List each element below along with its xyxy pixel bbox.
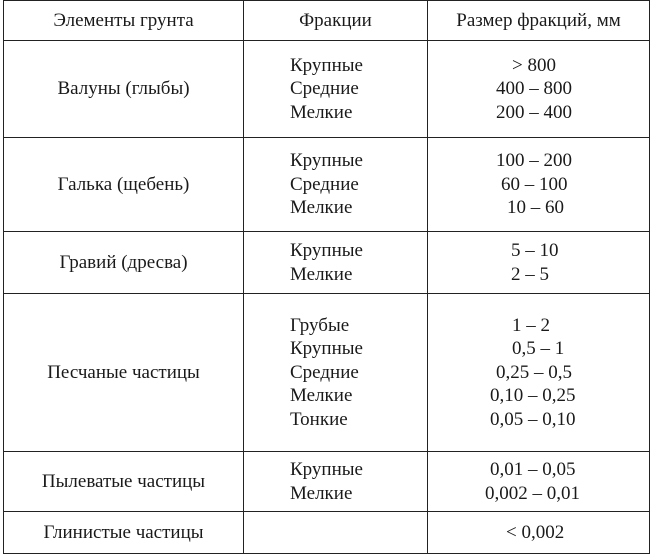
soil-element-name: Песчаные частицы xyxy=(4,294,244,452)
header-fraction-size: Размер фракций, мм xyxy=(428,1,650,41)
fraction-label: Мелкие xyxy=(290,263,353,285)
fraction-size-value: 0,01 – 0,05 xyxy=(490,458,576,480)
sizes-cell xyxy=(428,232,650,294)
fraction-label: Крупные xyxy=(290,150,363,172)
fraction-label: Средние xyxy=(290,361,359,383)
fractions-cell xyxy=(244,232,428,294)
fraction-size-value: 5 – 10 xyxy=(511,239,559,261)
fraction-size-value: 2 – 5 xyxy=(511,263,549,285)
fraction-size-value: 400 – 800 xyxy=(496,78,572,100)
fraction-label: Крупные xyxy=(290,239,363,261)
table-row xyxy=(4,294,650,452)
fraction-size-value: 60 – 100 xyxy=(501,173,568,195)
sizes-cell xyxy=(428,452,650,512)
soil-element-name: Валуны (глыбы) xyxy=(4,41,244,138)
fractions-cell xyxy=(244,294,428,452)
fraction-size-value: 200 – 400 xyxy=(496,101,572,123)
fraction-size-value: 0,10 – 0,25 xyxy=(490,385,576,407)
sizes-cell xyxy=(428,294,650,452)
sizes-cell xyxy=(428,138,650,232)
fraction-size-value: 0,05 – 0,10 xyxy=(490,408,576,430)
fraction-label: Средние xyxy=(290,173,359,195)
fractions-cell xyxy=(244,41,428,138)
header-row xyxy=(4,1,650,41)
fractions-cell xyxy=(244,512,428,554)
fraction-size-value: 1 – 2 xyxy=(512,314,550,336)
fraction-size-value: 100 – 200 xyxy=(496,150,572,172)
fraction-size-value: 0,25 – 0,5 xyxy=(496,361,572,383)
sizes-cell xyxy=(428,512,650,554)
table-row xyxy=(4,232,650,294)
soil-element-name: Глинистые частицы xyxy=(4,512,244,554)
fraction-label: Мелкие xyxy=(290,385,353,407)
fractions-cell xyxy=(244,452,428,512)
fraction-size-value: 10 – 60 xyxy=(507,197,564,219)
fraction-label: Средние xyxy=(290,78,359,100)
soil-fractions-table xyxy=(3,0,650,554)
table-body xyxy=(4,41,650,554)
fraction-size-value: 0,5 – 1 xyxy=(512,338,565,360)
fraction-size-value: > 800 xyxy=(512,54,556,76)
fraction-size-value: 0,002 – 0,01 xyxy=(485,482,580,504)
fraction-label: Грубые xyxy=(290,314,350,336)
table-row xyxy=(4,138,650,232)
header-fractions: Фракции xyxy=(244,1,428,41)
fraction-label: Мелкие xyxy=(290,482,353,504)
soil-element-name: Гравий (дресва) xyxy=(4,232,244,294)
fraction-label: Мелкие xyxy=(290,101,353,123)
fraction-label: Мелкие xyxy=(290,197,353,219)
soil-element-name: Галька (щебень) xyxy=(4,138,244,232)
soil-element-name: Пылеватые частицы xyxy=(4,452,244,512)
header-soil-elements: Элементы грунта xyxy=(4,1,244,41)
sizes-cell xyxy=(428,41,650,138)
table-row xyxy=(4,41,650,138)
fraction-label: Крупные xyxy=(290,458,363,480)
fraction-label: Тонкие xyxy=(290,408,348,430)
table-row xyxy=(4,512,650,554)
fraction-label: Крупные xyxy=(290,54,363,76)
fraction-size-value: < 0,002 xyxy=(506,521,565,543)
fractions-cell xyxy=(244,138,428,232)
table-row xyxy=(4,452,650,512)
fraction-label: Крупные xyxy=(290,338,363,360)
